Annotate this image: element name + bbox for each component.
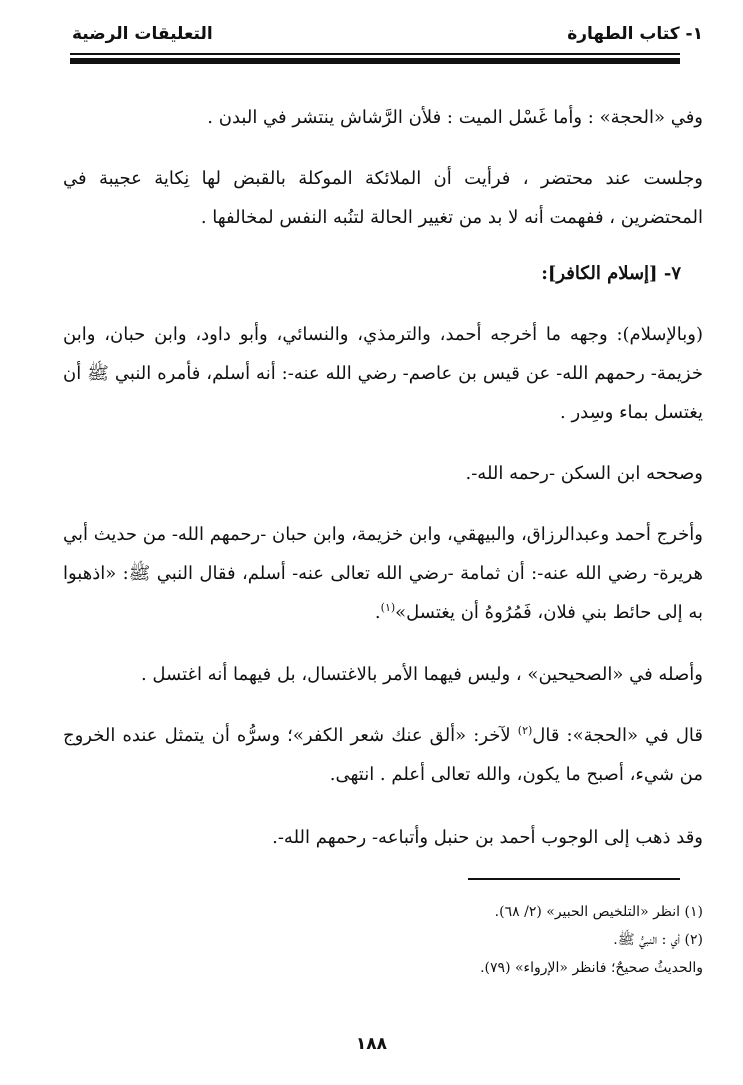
footnote-2-cont: والحديثُ صحيحٌ؛ فانظر «الإرواء» (٧٩). — [480, 960, 703, 976]
paragraph-hujja-rest: لآخر: «ألق عنك شعر الكفر»؛ وسرُّه أن يتمثل عنده الخروج من شيء، أصبح ما يكون، والله تعالى أعلم . انتهى. — [63, 725, 703, 785]
paragraph-thumama-end: . — [374, 602, 381, 623]
paragraph-ghusl-mayyit: وفي «الحجة» : وأما غَسْل الميت : فلأن الرَّشاش ينتشر في البدن . — [207, 107, 703, 128]
footnote-2: (٢) أي : النبيُّ ﷺ. — [613, 932, 703, 948]
section-heading: ٧- [إسلام الكافر]: — [541, 263, 681, 284]
chapter-header: ١- كتاب الطهارة — [567, 24, 703, 44]
paragraph-hujja-quote — [63, 716, 703, 794]
paragraph-thumama-text: وأخرج أحمد وعبدالرزاق، والبيهقي، وابن خزيمة، وابن حبان -رحمهم الله- من حديث أبي هريرة- رضي الله عنه-: أن ثمامة -رضي الله تعالى عنه- أسلم، فقال النبي ﷺ: «اذهبوا به إلى حائط بني فلان، فَمُرُوهُ أن يغتسل» — [63, 524, 703, 623]
footnote-1: (١) انظر «التلخيص الحبير» (٢/ ٦٨). — [494, 904, 703, 920]
paragraph-ibn-sakan: وصححه ابن السكن -رحمه الله-. — [465, 463, 703, 484]
header-rule-thin — [70, 53, 680, 55]
page-number: ١٨٨ — [355, 1034, 388, 1054]
footnote-ref-1: (١) — [380, 601, 396, 614]
footnote-ref-2: (٢) — [517, 724, 533, 737]
paragraph-sahihayn: وأصله في «الصحيحين» ، وليس فيهما الأمر بالاغتسال، بل فيهما أنه اغتسل . — [140, 664, 703, 685]
paragraph-ahmad-wujub: وقد ذهب إلى الوجوب أحمد بن حنبل وأتباعه- رحمهم الله-. — [272, 827, 703, 848]
paragraph-islam-qays: (وبالإسلام): وجهه ما أخرجه أحمد، والترمذي، والنسائي، وأبو داود، وابن حبان، وابن خزيمة- رحمهم الله- عن قيس بن عاصم- رضي الله عنه-: أنه أسلم، فأمره النبي ﷺ أن يغتسل بماء وسِدر . — [63, 324, 703, 423]
paragraph-thumama — [63, 515, 703, 632]
footnote-separator — [468, 878, 680, 880]
paragraph-muhtadar: وجلست عند محتضر ، فرأيت أن الملائكة الموكلة بالقبض لها نِكاية عجيبة في المحتضرين ، ففهمت أنه لا بد من تغيير الحالة لتنُبه النفس لمخالفها . — [63, 168, 703, 228]
book-title-header: التعليقات الرضية — [72, 24, 213, 44]
paragraph-hujja-start: قال في «الحجة»: قال — [532, 725, 703, 746]
header-rule-thick — [70, 58, 680, 64]
